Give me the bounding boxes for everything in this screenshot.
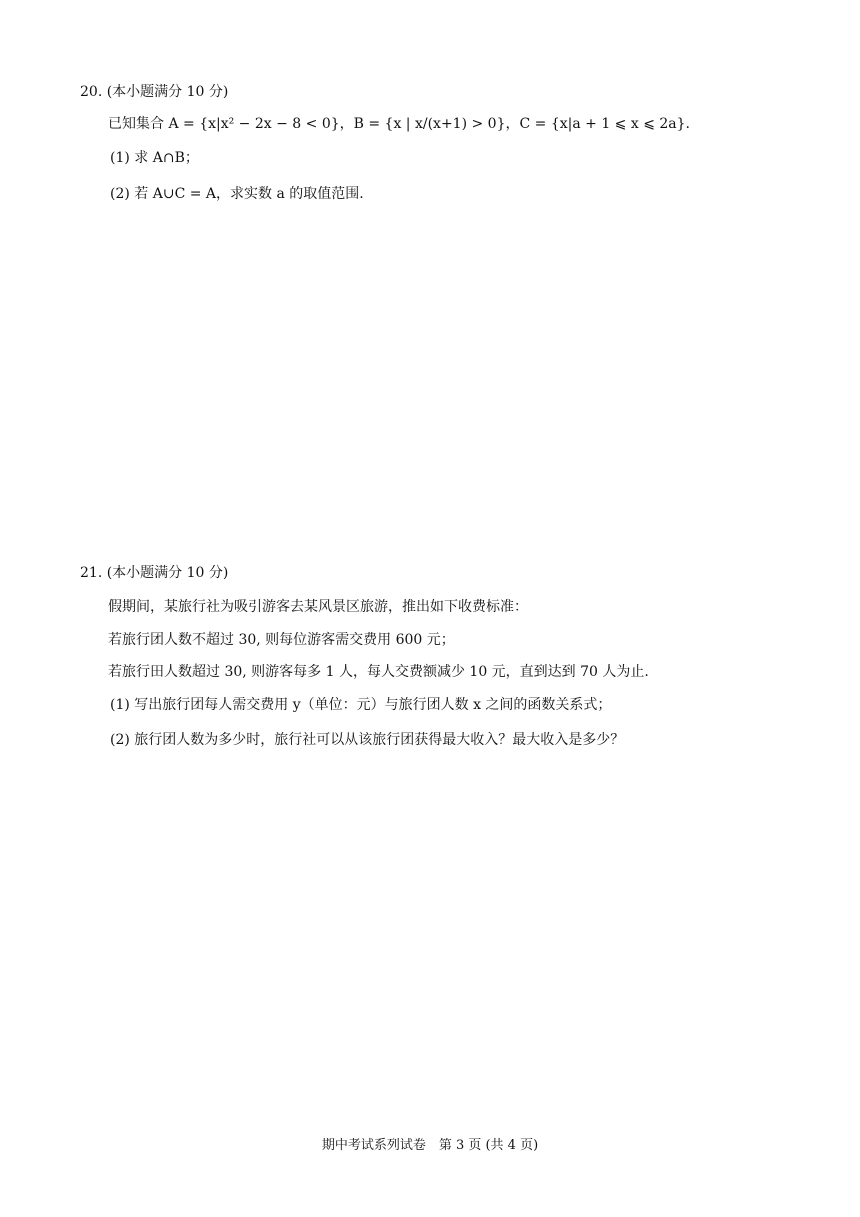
question-20-header: 20. (本小题满分 10 分) [80, 84, 229, 100]
question-21-part-2: (2) 旅行团人数为多少时，旅行社可以从该旅行团获得最大收入？最大收入是多少？ [110, 732, 625, 748]
question-21-header: 21. (本小题满分 10 分) [80, 565, 229, 581]
page-footer: 期中考试系列试卷 第 3 页 (共 4 页) [321, 1138, 539, 1153]
question-20-part-2: (2) 若 A∪C = A，求实数 a 的取值范围. [110, 186, 364, 202]
question-21-part-1: (1) 写出旅行团每人需交费用 y（单位：元）与旅行团人数 x 之间的函数关系式； [110, 697, 612, 713]
question-21-intro: 假期间，某旅行社为吸引游客去某风景区旅游，推出如下收费标准： [108, 599, 528, 615]
question-21-rule-2: 若旅行田人数超过 30, 则游客每多 1 人，每人交费额减少 10 元，直到达到 70 人为止. [108, 664, 649, 680]
question-20-part-1: (1) 求 A∩B； [110, 150, 199, 166]
question-21-rule-1: 若旅行团人数不超过 30, 则每位游客需交费用 600 元； [108, 632, 455, 648]
question-20-statement: 已知集合 A = {x|x² − 2x − 8 < 0}，B = {x | x/(x+1) > 0}，C = {x|a + 1 ⩽ x ⩽ 2a}. [108, 116, 691, 132]
